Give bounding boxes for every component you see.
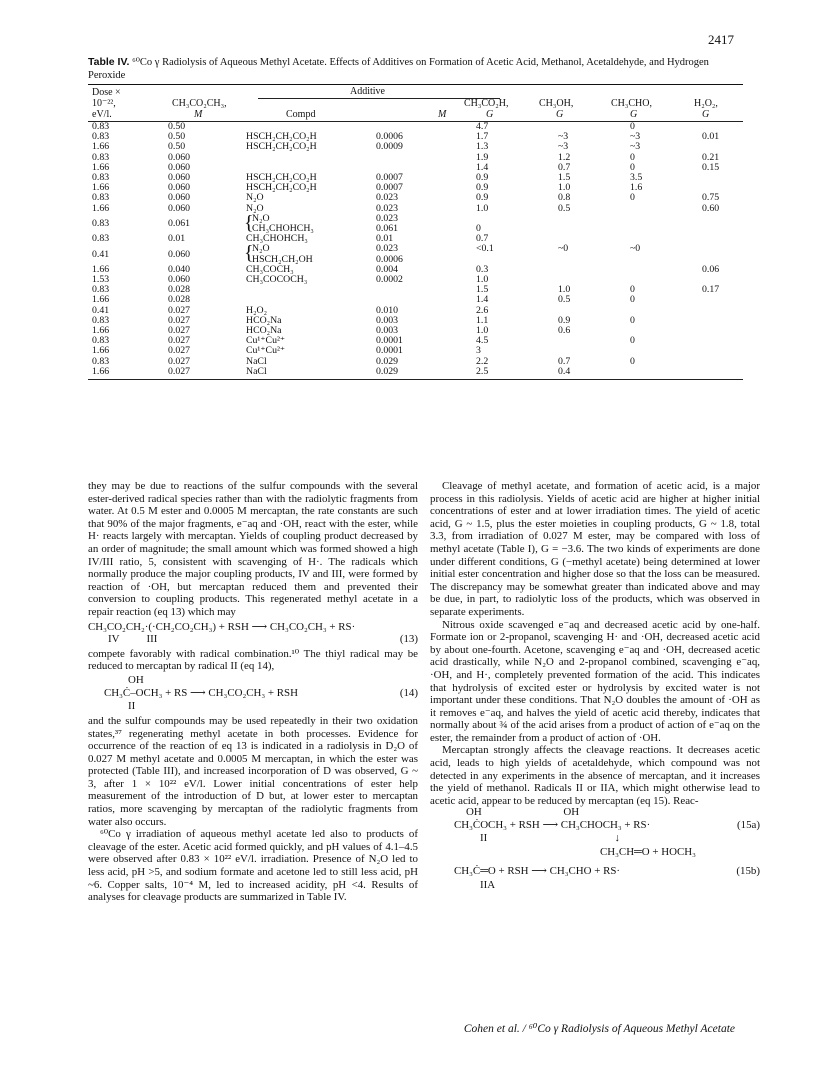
header-cho-2: G [630, 109, 638, 120]
cell-ester: 0.060 [168, 172, 191, 184]
cell-meoh [558, 224, 630, 234]
cell-ester: 0.027 [168, 365, 191, 377]
cell-h2o2 [702, 367, 743, 377]
cell-compd [246, 285, 376, 295]
header-meoh-2: G [556, 109, 564, 120]
header-acid-1: CH₃CO₂H, [464, 98, 509, 109]
cell-cho: 1.6 [630, 182, 643, 194]
cell-h2o2: 0.60 [702, 202, 720, 214]
cell-ester: 0.027 [168, 325, 191, 337]
cell-h2o2 [702, 326, 743, 336]
cell-dose: 0.83 [92, 121, 110, 132]
cell-h2o2: 0.15 [702, 161, 720, 173]
cell-cho: ~0 [630, 243, 641, 255]
cell-meoh [558, 265, 630, 275]
equation-13-number: (13) [399, 633, 418, 646]
table-row [88, 132, 743, 142]
cell-meoh: 0.5 [558, 202, 571, 214]
cell-cho [630, 367, 702, 377]
cell-ester: 0.060 [168, 151, 191, 163]
header-ester-1: CH₃CO₂CH₃, [172, 98, 227, 109]
cell-ester: 0.50 [168, 131, 186, 143]
right-column [430, 480, 760, 891]
cell-acid: 1.1 [476, 314, 489, 326]
brace-glyph: { [244, 242, 254, 265]
cell-m: 0.01 [376, 233, 394, 245]
cell-dose: 0.83 [92, 172, 110, 184]
cell-h2o2 [702, 316, 743, 326]
cell-ester: 0.060 [168, 274, 191, 286]
cell-cho: 0 [630, 151, 635, 163]
cell-meoh [558, 234, 630, 244]
equation-15a-arrow: ↓ [614, 832, 620, 845]
cell-cho: 0 [630, 355, 635, 367]
cell-m: 0.003 [376, 314, 399, 326]
cell-acid: 1.0 [476, 202, 489, 214]
cell-meoh: 0.4 [558, 365, 571, 377]
cell-meoh: 0.6 [558, 325, 571, 337]
cell-compd: Cu¹⁺Cu²⁺ [246, 335, 286, 347]
header-dose-3: eV/l. [92, 109, 112, 120]
table-label: Table IV. [88, 56, 130, 68]
cell-dose: 0.83 [92, 131, 110, 143]
cell-compd-a: N₂O [252, 212, 270, 224]
brace-row-1 [88, 211, 743, 235]
left-column [88, 480, 418, 904]
cell-meoh: 0.5 [558, 294, 571, 306]
cell-cho: 0 [630, 192, 635, 204]
cell-acid: 0 [476, 223, 481, 235]
cell-m: 0.004 [376, 263, 399, 275]
cell-ester: 0.50 [168, 121, 186, 132]
cell-acid: 1.4 [476, 294, 489, 306]
equation-15b [430, 866, 760, 877]
equation-15a-product: CH₃CH═O + HOCH₃ [600, 846, 696, 859]
cell-acid: 2.2 [476, 355, 489, 367]
cell-ester: 0.028 [168, 284, 191, 296]
cell-m: 0.0006 [376, 253, 403, 265]
header-additive: Additive [350, 86, 385, 97]
brace-row-2 [88, 244, 743, 264]
cell-h2o2: 0.21 [702, 151, 720, 163]
cell-meoh [558, 122, 630, 132]
cell-dose: 0.83 [92, 314, 110, 326]
equation-13-body: CH₃CO₂CH₂·(·CH₂CO₂CH₃) + RSH ⟶ CH₃CO₂CH₃ + RS· [88, 620, 356, 633]
cell-compd: CH₃CHOHCH₃ [246, 233, 308, 245]
cell-cho [630, 204, 702, 214]
cell-meoh: 1.0 [558, 284, 571, 296]
cell-m: 0.010 [376, 304, 399, 316]
cell-ester: 0.040 [168, 263, 191, 275]
cell-h2o2 [702, 234, 743, 244]
header-dose-1: Dose × [92, 87, 121, 98]
cell-acid: 1.9 [476, 151, 489, 163]
cell-ester: 0.060 [168, 182, 191, 194]
cell-ester: 0.027 [168, 345, 191, 357]
cell-compd: HSCH₂CH₂CO₂H [246, 182, 317, 194]
cell-h2o2 [702, 346, 743, 356]
equation-15a-number: (15a) [737, 819, 760, 832]
cell-meoh: 0.8 [558, 192, 571, 204]
cell-compd [246, 153, 376, 163]
cell-cho [630, 214, 702, 224]
cell-cho: ~3 [630, 131, 641, 143]
cell-dose: 0.83 [92, 355, 110, 367]
cell-h2o2 [702, 214, 743, 224]
header-h2o2-1: H₂O₂, [694, 98, 718, 109]
cell-m: 0.029 [376, 365, 399, 377]
equation-13-labels: IV III [108, 633, 158, 646]
table-title: ⁶⁰Co γ Radiolysis of Aqueous Methyl Acetate. Effects of Additives on Formation of Acetic Acid, Methanol, Acetaldehyde, and Hydrogen Peroxide [88, 57, 709, 81]
cell-acid: 1.7 [476, 131, 489, 143]
cell-compd: HSCH₂CH₂CO₂H [246, 141, 317, 153]
cell-acid: <0.1 [476, 243, 494, 255]
cell-meoh: 1.5 [558, 172, 571, 184]
cell-dose: 1.66 [92, 202, 110, 214]
right-paragraph-3: Mercaptan strongly affects the cleavage reactions. It decreases acetic acid, leads to high yields of acetaldehyde, which compound was not detected in any experiments in the absence of mercaptan, and it increases the yield of methanol. Radicals II or IIA, which might otherwise lead to acetic acid, appear to be reduced by mercaptan (eq 15). Reac- [430, 744, 760, 807]
equation-14-label: II [128, 699, 136, 712]
cell-acid: 2.5 [476, 365, 489, 377]
cell-meoh: ~3 [558, 131, 569, 143]
cell-cho: 0 [630, 314, 635, 326]
cell-meoh [558, 255, 630, 265]
cell-cho: 0 [630, 121, 635, 132]
cell-cho [630, 224, 702, 234]
equation-14-oh: OH [128, 673, 144, 686]
cell-compd: NaCl [246, 365, 267, 377]
cell-ester: 0.060 [168, 192, 191, 204]
cell-dose: 1.66 [92, 161, 110, 173]
cell-ester: 0.50 [168, 141, 186, 153]
cell-ester: 0.061 [168, 217, 191, 229]
left-paragraph-1: they may be due to reactions of the sulfur compounds with the several ester-derived radical species rather than with the radiolytic fragments from water. At 0.5 M ester and 0.0005 M mercaptan, the rate constants are such that 90% of the major fragments, e⁻aq and ·OH, react with the ester, while H· reacts largely with mercaptan. Yields of coupling product decreased by an order of magnitude; the small amount which was formed showed a high IV/III ratio, 5, consistent with scavenging of H·. The radicals which normally produce the major coupling products, IV and III, were formed by reaction of ·OH, but mercaptan reduced them and prevented their conversion to coupling products. This regenerated methyl acetate in a repair reaction (eq 13) which may [88, 480, 418, 618]
cell-compd: CH₃COCOCH₃ [246, 274, 308, 286]
cell-compd: HSCH₂CH₂CO₂H [246, 131, 317, 143]
cell-compd: H₂O₂ [246, 304, 267, 316]
cell-cho [630, 275, 702, 285]
cell-m: 0.0001 [376, 345, 403, 357]
equation-15a-body: CH₃ĊOCH₃ + RSH ⟶ CH₃CHOCH₃ + RS· [454, 819, 651, 832]
cell-meoh: 0.7 [558, 355, 571, 367]
cell-compd-a: N₂O [252, 243, 270, 255]
cell-m [376, 153, 476, 163]
table-row [88, 214, 743, 224]
equation-15a-label: II [480, 832, 488, 845]
cell-cho [630, 346, 702, 356]
cell-meoh: 1.2 [558, 151, 571, 163]
cell-ester: 0.01 [168, 233, 186, 245]
table-header [88, 85, 743, 121]
cell-h2o2 [702, 224, 743, 234]
cell-m: 0.0009 [376, 141, 403, 153]
cell-meoh [558, 214, 630, 224]
equation-14 [88, 688, 418, 699]
cell-cho: 3.5 [630, 172, 643, 184]
cell-dose: 0.83 [92, 233, 110, 245]
cell-h2o2 [702, 244, 743, 254]
cell-acid: 1.0 [476, 274, 489, 286]
brace-glyph: { [244, 211, 254, 234]
right-paragraph-1: Cleavage of methyl acetate, and formation of acetic acid, is a major process in this radiolysis. Yields of acetic acid are higher at higher initial concentrations of ester and at lower irradiation times. The yield of acetic acid, G ~ 1.5, plus the ester moieties in coupling products, G ~ 1.8, total 3.3, from irradiation of 0.027 M ester, may be compared with loss of methyl acetate (Table I), G = −3.6. The two kinds of experiments are done under different conditions, G (−methyl acetate) being determined at lower initial ester concentration and higher dose so that the loss can be measured. The discrepancy may be somewhat greater than indicated above and may be due, in part, to radiolytic loss of the products, which was observed in separate experiments. [430, 480, 760, 618]
equation-14-number: (14) [399, 686, 418, 699]
cell-cho: 0 [630, 294, 635, 306]
cell-acid: 4.7 [476, 121, 489, 132]
header-h2o2-2: G [702, 109, 710, 120]
cell-ester: 0.027 [168, 355, 191, 367]
cell-h2o2 [702, 306, 743, 316]
cell-meoh: 1.0 [558, 182, 571, 194]
cell-ester: 0.028 [168, 294, 191, 306]
table-bottom-rule [88, 379, 743, 380]
cell-cho [630, 255, 702, 265]
cell-ester: 0.027 [168, 314, 191, 326]
cell-compd: HCO₂Na [246, 325, 282, 337]
table-caption [88, 56, 743, 82]
cell-meoh: 0.9 [558, 314, 571, 326]
cell-compd-b: HSCH₂CH₂OH [252, 253, 313, 265]
cell-h2o2: 0.06 [702, 263, 720, 275]
cell-acid: 0.9 [476, 172, 489, 184]
cell-dose: 0.83 [92, 217, 110, 229]
page-number: 2417 [708, 32, 734, 47]
cell-dose: 1.66 [92, 263, 110, 275]
cell-acid: 2.6 [476, 304, 489, 316]
cell-compd: N₂O [246, 202, 264, 214]
cell-acid [476, 214, 558, 224]
cell-acid: 1.5 [476, 284, 489, 296]
cell-cho [630, 265, 702, 275]
cell-m: 0.0002 [376, 274, 403, 286]
cell-compd-b: CH₃CHOHCH₃ [252, 223, 314, 235]
cell-compd: N₂O [246, 192, 264, 204]
equation-15b-number: (15b) [736, 865, 760, 878]
equation-15b-label: IIA [480, 879, 496, 892]
cell-dose: 1.66 [92, 182, 110, 194]
cell-acid: 0.7 [476, 233, 489, 245]
header-acid-2: G [486, 109, 494, 120]
cell-compd: HCO₂Na [246, 314, 282, 326]
cell-h2o2 [702, 336, 743, 346]
cell-h2o2 [702, 173, 743, 183]
left-paragraph-2: compete favorably with radical combination.¹⁰ The thiyl radical may be reduced to mercaptan by radical II (eq 14), [88, 647, 418, 673]
cell-meoh [558, 336, 630, 346]
cell-acid [476, 255, 558, 265]
cell-cho: 0 [630, 335, 635, 347]
cell-m: 0.061 [376, 223, 399, 235]
cell-acid: 4.5 [476, 335, 489, 347]
equation-13 [88, 621, 418, 634]
cell-acid: 0.9 [476, 192, 489, 204]
table-row [88, 234, 743, 244]
cell-dose: 0.83 [92, 335, 110, 347]
header-compd: Compd [286, 109, 316, 120]
cell-dose: 1.66 [92, 345, 110, 357]
table-iv [88, 84, 743, 380]
table-row [88, 244, 743, 254]
cell-meoh: 0.7 [558, 161, 571, 173]
running-footer: Cohen et al. / ⁶⁰Co γ Radiolysis of Aqueous Methyl Acetate [463, 1023, 735, 1035]
cell-m: 0.0001 [376, 335, 403, 347]
cell-acid: 1.0 [476, 325, 489, 337]
equation-15a [430, 820, 760, 831]
header-dose-2: 10⁻²², [92, 98, 116, 109]
header-cho-1: CH₃CHO, [611, 98, 652, 109]
cell-m: 0.0006 [376, 131, 403, 143]
cell-cho: 0 [630, 284, 635, 296]
cell-acid: 1.3 [476, 141, 489, 153]
cell-dose: 0.83 [92, 151, 110, 163]
cell-dose: 0.83 [92, 192, 110, 204]
cell-ester: 0.060 [168, 248, 191, 260]
equation-13-labels-row [88, 633, 418, 646]
cell-acid: 0.9 [476, 182, 489, 194]
cell-dose: 1.66 [92, 365, 110, 377]
header-meoh-1: CH₃OH, [539, 98, 574, 109]
cell-ester: 0.060 [168, 202, 191, 214]
left-paragraph-3: and the sulfur compounds may be used repeatedly in their two oxidation states,³⁷ regenerating methyl acetate in both processes. Evidence for occurrence of the reaction of eq 13 is indicated in a radiolysis in D₂O of 0.027 M methyl acetate and 0.0005 M mercaptan, in which the ester was protected (Table III), and increased incorporation of D was observed, G ~ 3, after 1 × 10²² eV/l. Lower initial concentrations of ester help measurement of the introduction of D but, at lower ester to mercaptan ratios, more scavenging by mercaptan of the radiolytic fragments from water also occurs. [88, 714, 418, 828]
equation-14-body: CH₃Ċ–OCH₃ + RS ⟶ CH₃CO₂CH₃ + RSH [104, 686, 298, 699]
cell-compd: NaCl [246, 355, 267, 367]
cell-ester: 0.060 [168, 161, 191, 173]
cell-acid: 3 [476, 345, 481, 357]
cell-acid: 1.4 [476, 161, 489, 173]
cell-ester: 0.027 [168, 335, 191, 347]
cell-dose: 1.66 [92, 141, 110, 153]
cell-dose: 1.53 [92, 274, 110, 286]
cell-h2o2: 0.01 [702, 131, 720, 143]
cell-compd: Cu¹⁺Cu²⁺ [246, 345, 286, 357]
cell-m: 0.003 [376, 325, 399, 337]
header-m: M [438, 109, 447, 120]
cell-m: 0.0007 [376, 182, 403, 194]
cell-dose: 0.41 [92, 248, 110, 260]
table-row [88, 204, 743, 214]
cell-m: 0.029 [376, 355, 399, 367]
cell-meoh: ~0 [558, 243, 569, 255]
cell-cho [630, 234, 702, 244]
cell-cho: ~3 [630, 141, 641, 153]
cell-cho [630, 306, 702, 316]
cell-cho: 0 [630, 161, 635, 173]
cell-m: 0.023 [376, 243, 399, 255]
cell-h2o2: 0.17 [702, 284, 720, 296]
cell-h2o2 [702, 295, 743, 305]
cell-m [376, 285, 476, 295]
header-ester-2: M [194, 109, 203, 120]
cell-dose: 0.41 [92, 304, 110, 316]
cell-m: 0.0007 [376, 172, 403, 184]
cell-meoh: ~3 [558, 141, 569, 153]
cell-dose: 1.66 [92, 325, 110, 337]
cell-cho [630, 326, 702, 336]
cell-h2o2: 0.75 [702, 192, 720, 204]
cell-ester: 0.027 [168, 304, 191, 316]
table-row [88, 122, 743, 132]
cell-h2o2 [702, 357, 743, 367]
cell-compd: HSCH₂CH₂CO₂H [246, 172, 317, 184]
cell-acid: 0.3 [476, 263, 489, 275]
right-paragraph-2: Nitrous oxide scavenged e⁻aq and decreased acetic acid by one-half. Formate ion or 2-propanol, scavenging H· and ·OH, decreased acetic acid by about one-fourth. Acetone, scavenging e⁻aq and ·OH, decreased acetic acid drastically, while N₂O and 2-propanol combined, scavenging e⁻aq, ·OH, and H·, completely prevented formation of the acid. This indicates that hydrolysis of excited ester or hydrolysis by excited water is not important under these conditions. That N₂O doubles the amount of ·OH as it removes e⁻aq, and halves the yield of acetic acid thereby, indicates that normally about ¾ of the acid arises from a product of action of e⁻aq on the ester, the remainder from a product of action of ·OH. [430, 618, 760, 744]
cell-dose: 0.83 [92, 284, 110, 296]
cell-compd: CH₃COCH₃ [246, 263, 294, 275]
table-body [88, 122, 743, 377]
cell-dose: 1.66 [92, 294, 110, 306]
equation-15b-body: CH₃Ċ═O + RSH ⟶ CH₃CHO + RS· [454, 865, 621, 878]
table-row [88, 367, 743, 377]
cell-m: 0.023 [376, 212, 399, 224]
left-paragraph-4: ⁶⁰Co γ irradiation of aqueous methyl acetate led also to products of cleavage of the ester. Acetic acid formed quickly, and pH values of 4.1–4.5 were observed after 0.83 × 10²² eV/l. irradiation. Presence of N₂O led to less acid, pH >5, and sodium formate and acetone led to still less acid, pH ~6. Copper salts, 10⁻⁴ M, led to increased acidity, pH <4. Results of analyses for cleavage products are summarized in Table IV. [88, 828, 418, 904]
cell-m: 0.023 [376, 192, 399, 204]
equation-15a-labels [430, 833, 760, 844]
cell-m: 0.023 [376, 202, 399, 214]
equation-15a-oh: OH OH [466, 806, 580, 819]
